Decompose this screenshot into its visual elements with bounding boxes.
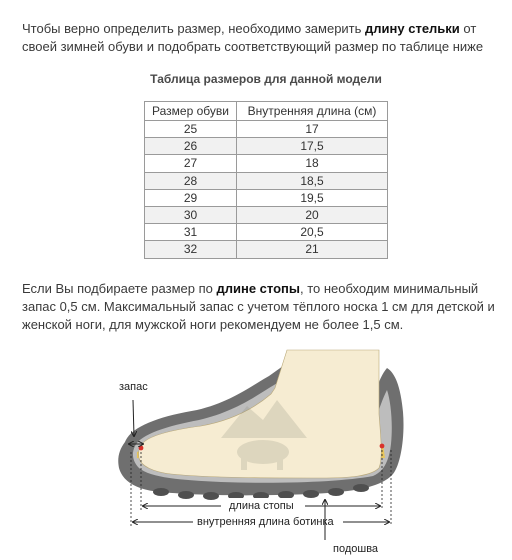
foot-measurement-diagram — [101, 340, 431, 560]
size-cell: 26 — [145, 138, 237, 155]
table-row — [145, 189, 388, 206]
size-cell: 28 — [145, 172, 237, 189]
length-cell: 19,5 — [237, 189, 388, 206]
size-cell: 27 — [145, 155, 237, 172]
margin-label: запас — [119, 381, 148, 393]
length-cell: 20 — [237, 206, 388, 223]
table-row — [145, 206, 388, 223]
intro-text: Чтобы верно определить размер, необходимо замерить — [22, 21, 366, 36]
column-header-size: Размер обуви — [145, 102, 237, 121]
table-row — [145, 241, 388, 258]
fit-note-paragraph — [22, 280, 502, 334]
size-cell: 32 — [145, 241, 237, 258]
table-row — [145, 224, 388, 241]
length-cell: 21 — [237, 241, 388, 258]
size-table-title: Таблица размеров для данной модели — [150, 72, 382, 86]
intro-bold-text: длину стельки — [365, 21, 460, 36]
margin-pointer-line — [133, 400, 134, 436]
note-bold-text: длине стопы — [216, 281, 300, 296]
length-cell: 18 — [237, 155, 388, 172]
table-row — [145, 172, 388, 189]
toe-marker — [139, 446, 144, 451]
foot-length-label: длина стопы — [229, 500, 294, 512]
size-cell: 31 — [145, 224, 237, 241]
intro-text-end: от своей зимней обуви и подобрать соответствующий размер по таблице ниже — [22, 21, 484, 54]
table-row — [145, 121, 388, 138]
size-cell: 30 — [145, 206, 237, 223]
length-cell: 20,5 — [237, 224, 388, 241]
size-cell: 29 — [145, 189, 237, 206]
note-text-end: , то необходим минимальный запас 0,5 см. Максимальный запас с учетом тёплого носка 1 см для детской и женской ноги, для мужской ноги рекомендуем не более 1,5 см. — [22, 281, 495, 332]
length-cell: 17,5 — [237, 138, 388, 155]
intro-paragraph — [22, 20, 502, 56]
table-row — [145, 138, 388, 155]
sole-label: подошва — [333, 543, 379, 555]
size-table — [144, 101, 388, 259]
length-cell: 17 — [237, 121, 388, 138]
table-header-row — [145, 102, 388, 121]
table-row — [145, 155, 388, 172]
column-header-length: Внутренняя длина (см) — [237, 102, 388, 121]
length-cell: 18,5 — [237, 172, 388, 189]
diagram-svg — [101, 340, 431, 560]
inner-length-label: внутренняя длина ботинка — [197, 516, 334, 528]
note-text: Если Вы подбираете размер по — [22, 281, 217, 296]
heel-marker — [380, 444, 385, 449]
size-cell: 25 — [145, 121, 237, 138]
